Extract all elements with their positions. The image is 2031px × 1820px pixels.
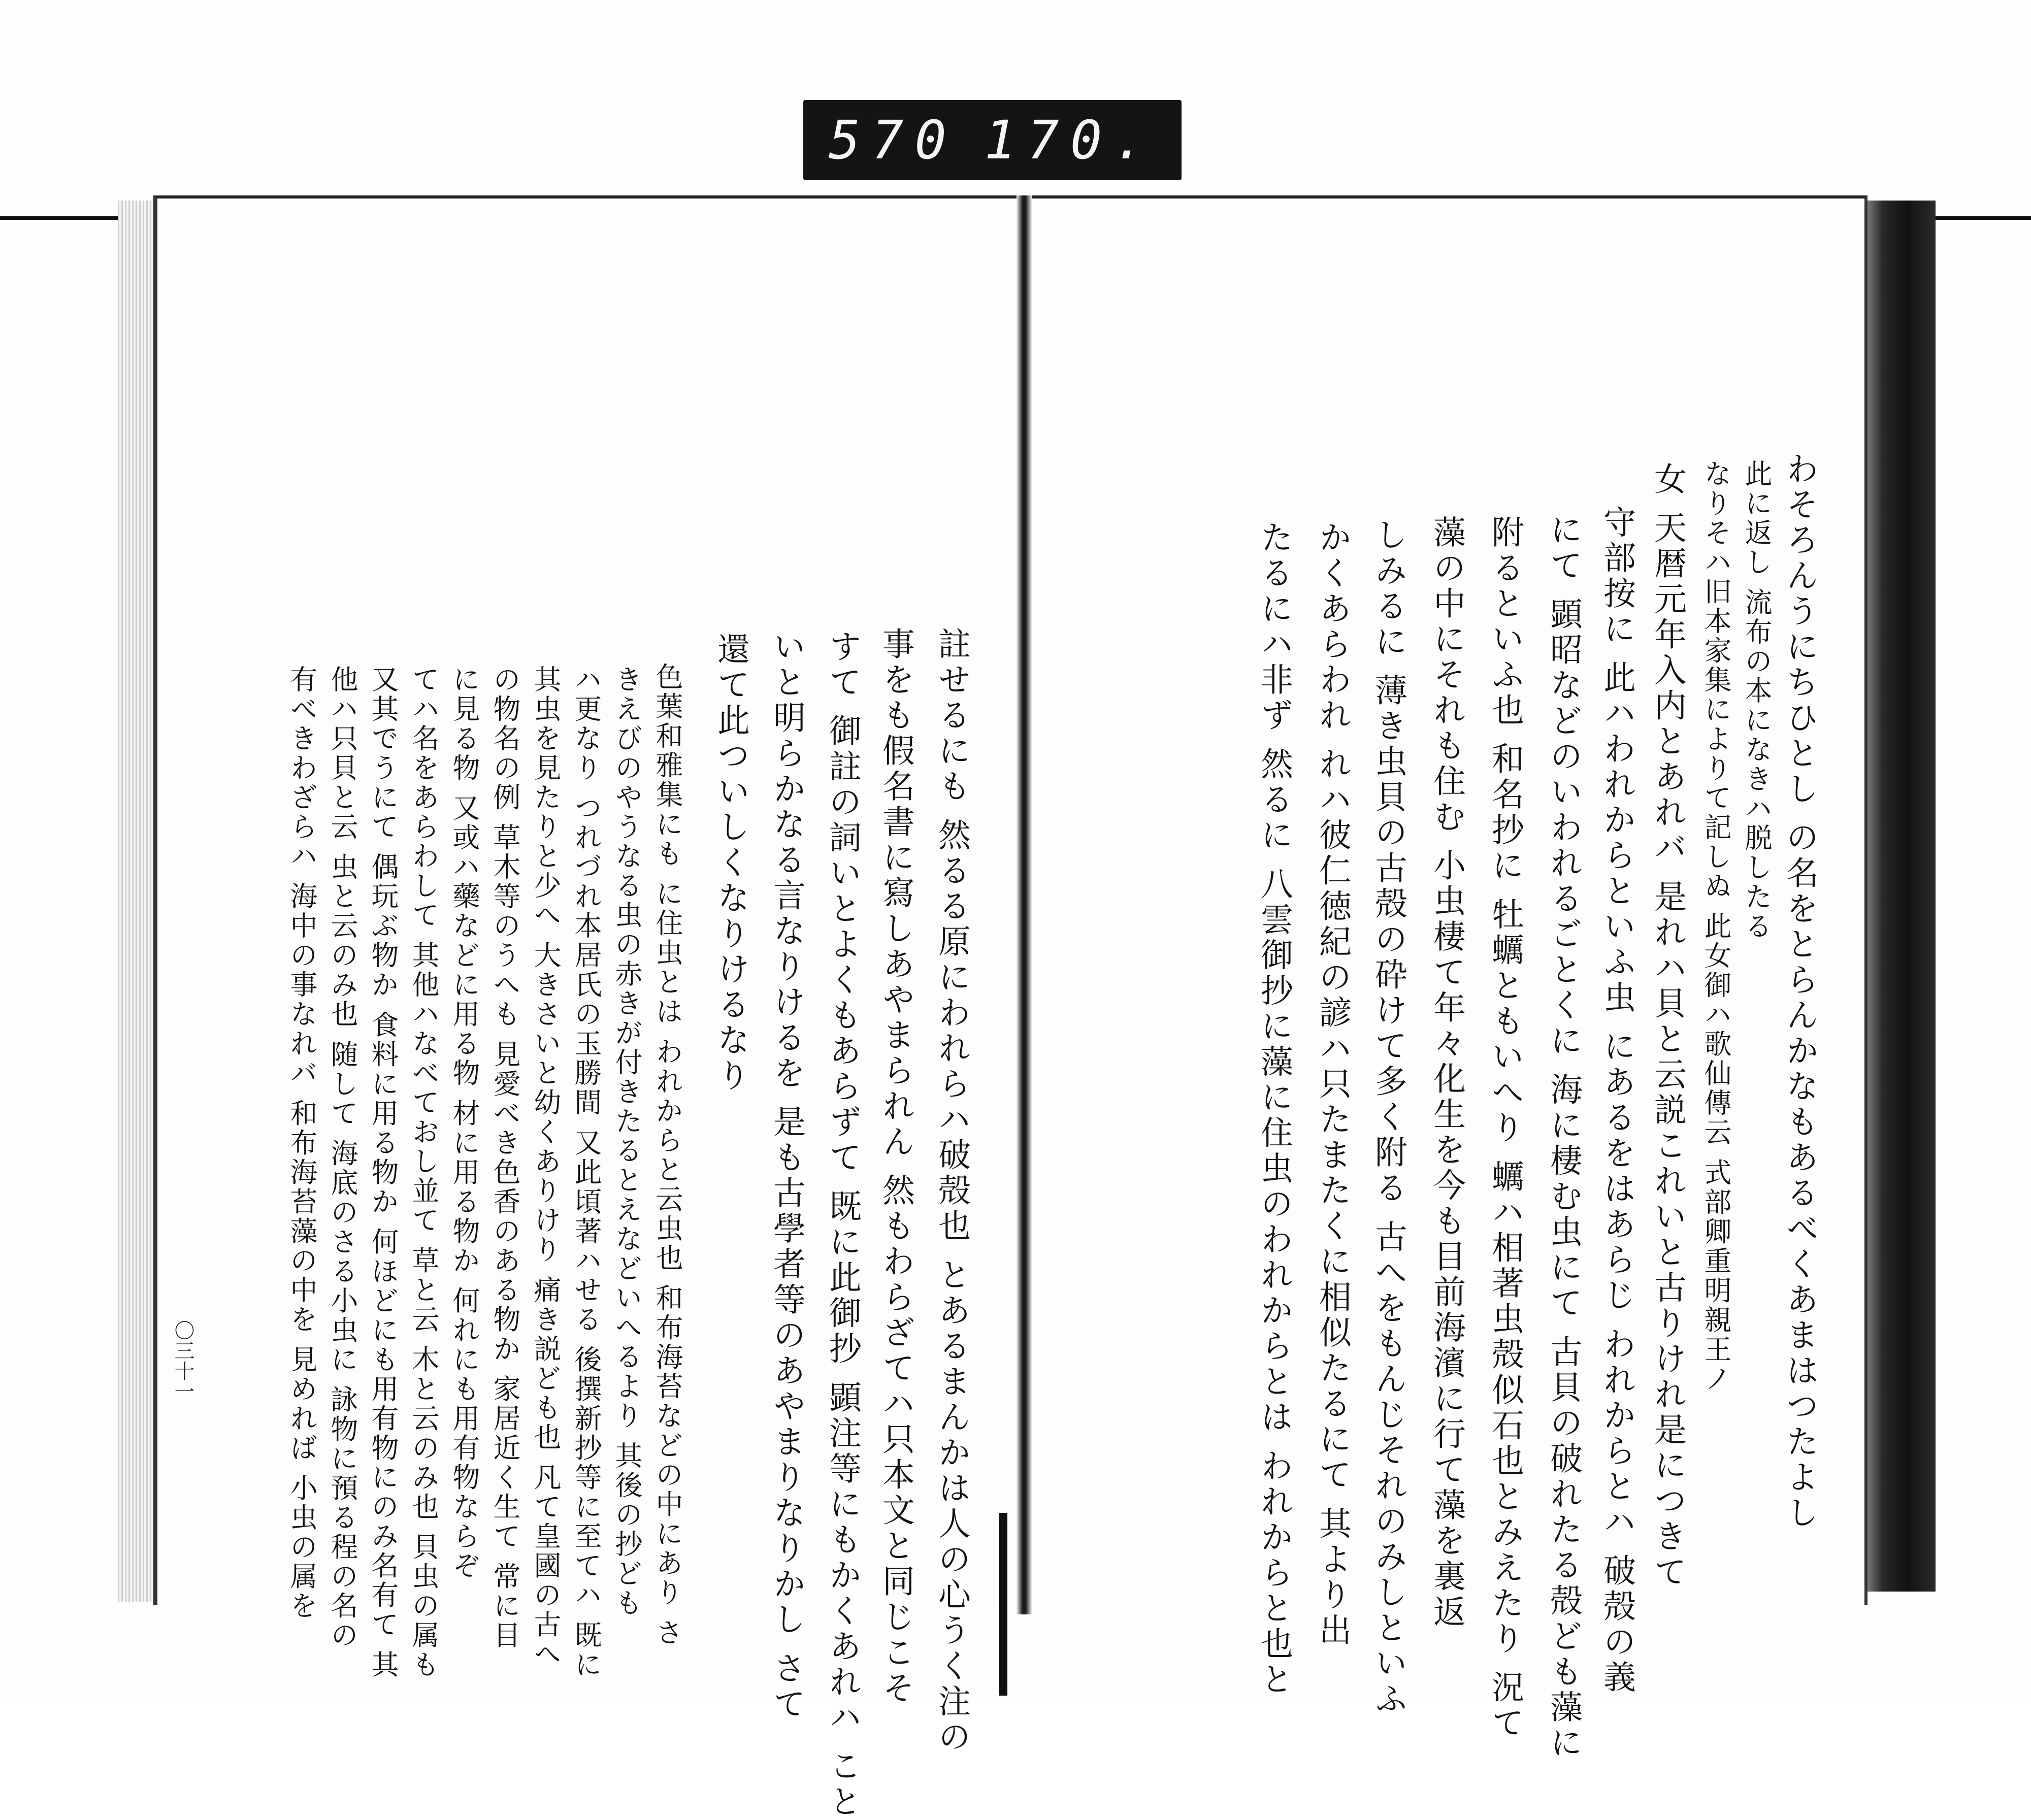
left-page-note-column: きえびのやうなる虫の赤きが付きたるとえなどいへるより 其後の抄ども [611, 665, 643, 1618]
left-page-note-column: 他ハ只貝と云 虫と云のみ也 随して 海底のさる小虫に 詠物に預る程の名の [326, 665, 358, 1650]
right-page-column: 附るといふ也 和名抄に 牡蠣ともいへり 蠣ハ相著虫殻似石也とみえたり 況て [1486, 515, 1524, 1742]
top-rule-left [0, 216, 122, 220]
left-page-edges [118, 201, 153, 1602]
top-rule-right [1929, 216, 2031, 220]
right-page-column: しみるに 薄き虫貝の古殻の砕けて多く附る 古へをもんじそれのみしといふ [1369, 518, 1407, 1717]
left-page-column: 事をも假名書に寫しあやまられん 然もわらざてハ只本文と同じこそ [877, 627, 914, 1707]
right-page-column: わそろんうにちひとし の名をとらんかなもあるべくあまはつたよし [1781, 452, 1818, 1532]
frame-number-right: 170. [984, 109, 1156, 171]
left-page-note-column: に見る物 又或ハ藥などに用る物 材に用る物か 何れにも用有物ならぞ [448, 665, 480, 1581]
right-page-column: 藻の中にそれも住む 小虫棲て年々化生を今も目前海濱に行て藻を裏返 [1428, 515, 1465, 1631]
left-page-note-column: の物名の例 草木等のうへも 見愛べき色香のある物か 家居近く生て 常に目 [489, 665, 521, 1650]
right-page-column: 此に返し 流布の本になきハ脱したる [1741, 459, 1773, 942]
spine-tab [999, 1513, 1007, 1696]
left-page-note-column: 又其でうにて 偶玩ぶ物か 食料に用る物か 何ほどにも用有物にのみ名有て 其 [367, 665, 399, 1680]
left-page-note-column: 有べきわざらハ 海中の事なれバ 和布海苔藻の中を 見めれば 小虫の属を [286, 665, 318, 1621]
open-book [118, 195, 1936, 1820]
right-page-column: かくあらわれ れハ彼仁徳紀の諺ハ只たまたくに相似たるにて 其より出 [1314, 520, 1351, 1649]
left-page-note-column: ハ更なり つれづれ本居氏の玉勝間 又此頃著ハせる 後撰新抄等に至てハ 既に [570, 665, 602, 1680]
left-page-note-column: 其虫を見たりと少へ 大きさいと幼くありけり 痛き説ども也 凡て皇國の古へ [530, 665, 562, 1669]
right-page-edges [1864, 201, 1936, 1592]
left-page-note-column: 色葉和雅集にも に住虫とは われからと云虫也 和布海苔などの中にあり さ [651, 663, 683, 1648]
right-page-column: 女 天暦元年入内とあれバ 是れハ貝と云説これいと古りけれ是につきて [1649, 462, 1686, 1591]
right-page-column: にて 顕昭などのいわれるごとくに 海に棲む虫にて 古貝の破れたる殻ども藻に [1545, 513, 1582, 1762]
right-page-column: たるにハ非ず 然るに 八雲御抄に藻に住虫のわれからとは われからと也と [1255, 520, 1293, 1698]
frame-number-left: 570 [829, 109, 958, 171]
left-page-column: 還て此ついしくなりけるなり [712, 632, 749, 1094]
frame-number-label [803, 100, 1182, 180]
page-folio: 〇三十一 [171, 1320, 194, 1401]
right-page-column: 守部按に 此ハわれからといふ虫 にあるをはあらじ われからとハ 破殻の義 [1598, 505, 1635, 1696]
left-page-column: 註せるにも 然るる原にわれらハ破殻也 とあるまんかは人の心うく注の [933, 627, 970, 1756]
right-page-column: なりそハ旧本家集によりて記しぬ 此女御ハ歌仙傳云 式部卿重明親王ノ [1700, 459, 1732, 1394]
left-page-note-column: てハ名をあらわして 其他ハなべておし並て 草と云 木と云のみ也 貝虫の属も [408, 665, 440, 1680]
left-page-column: すて 御註の詞いとよくもあらずて 既に此御抄 顕注等にもかくあれハ こと [824, 630, 861, 1820]
book-gutter [1017, 195, 1032, 1614]
left-page-column: いと明らかなる言なりけるを 是も古學者等のあやまりなりかし さて [768, 630, 805, 1723]
